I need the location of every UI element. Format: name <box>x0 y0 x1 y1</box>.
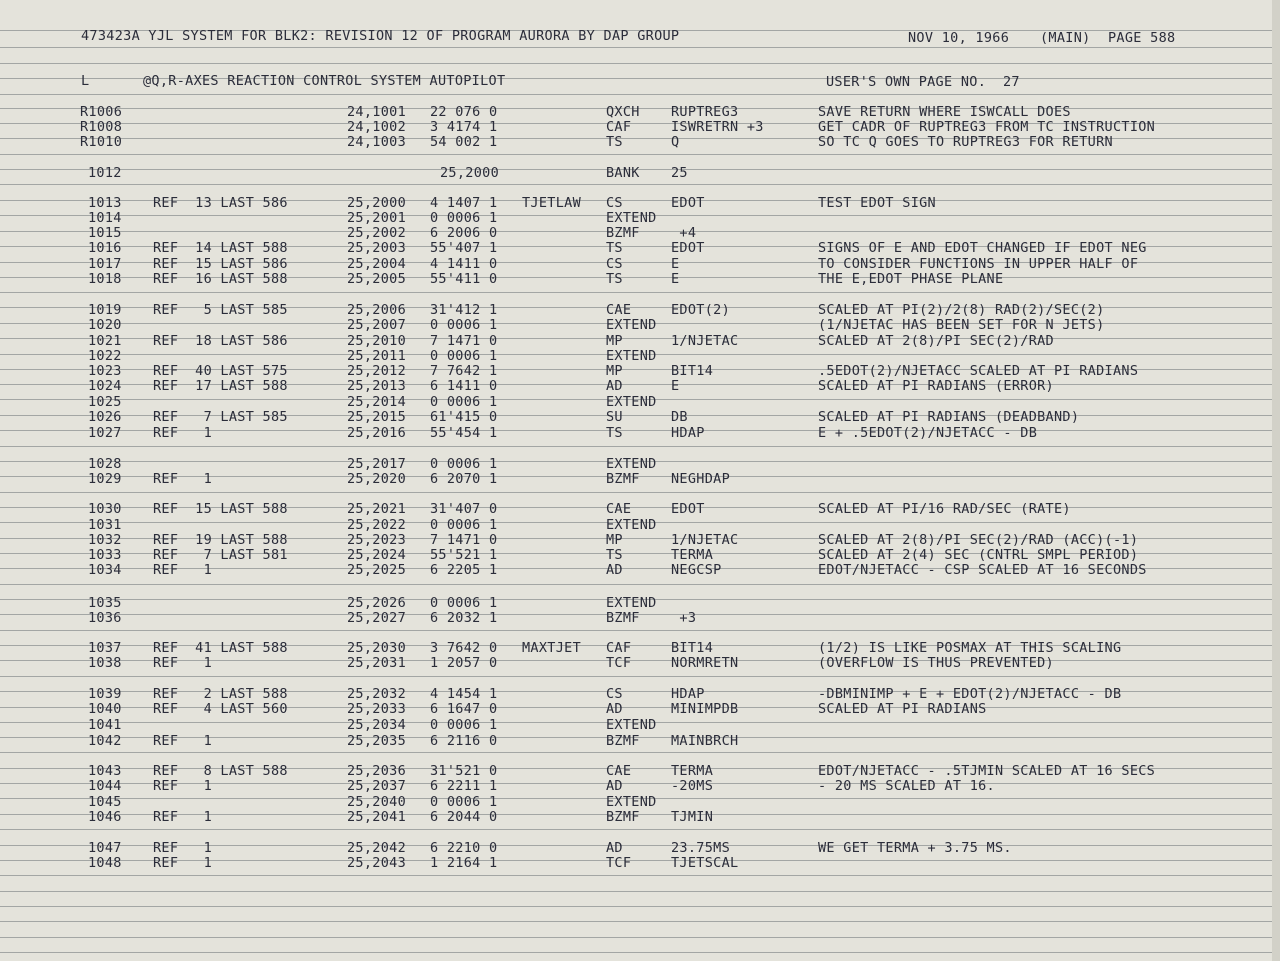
operand: MAINBRCH <box>671 733 739 749</box>
comment: -DBMINIMP + E + EDOT(2)/NJETACC - DB <box>818 686 1122 702</box>
opcode: TCF <box>606 855 632 871</box>
listing-date: NOV 10, 1966 <box>908 30 1010 46</box>
listing-main-tag: (MAIN) <box>1040 30 1091 46</box>
address: 25,2011 <box>347 348 406 364</box>
comment: SCALED AT 2(8)/PI SEC(2)/RAD (ACC)(-1) <box>818 532 1139 548</box>
ruled-line <box>0 906 1280 907</box>
address: 25,2012 <box>347 363 406 379</box>
ruled-line <box>0 584 1280 585</box>
comment: EDOT/NJETACC - CSP SCALED AT 16 SECONDS <box>818 562 1147 578</box>
operand: 1/NJETAC <box>671 532 739 548</box>
opcode: BZMF <box>606 733 640 749</box>
operand: HDAP <box>671 686 705 702</box>
opcode: AD <box>606 840 623 856</box>
line-number: R1008 <box>80 119 123 135</box>
section-title: @Q,R-AXES REACTION CONTROL SYSTEM AUTOPILOT <box>143 73 506 89</box>
octal-code: 31'407 0 <box>430 501 498 517</box>
cross-reference: REF 1 <box>153 562 212 578</box>
octal-code: 6 2070 1 <box>430 471 498 487</box>
line-number: 1024 <box>88 378 122 394</box>
comment: SIGNS OF E AND EDOT CHANGED IF EDOT NEG <box>818 240 1147 256</box>
opcode: EXTEND <box>606 717 657 733</box>
address: 25,2032 <box>347 686 406 702</box>
octal-code: 0 0006 1 <box>430 210 498 226</box>
ruled-line <box>0 47 1280 48</box>
symbol-label: MAXTJET <box>522 640 581 656</box>
line-number: 1030 <box>88 501 122 517</box>
line-number: 1028 <box>88 456 122 472</box>
address: 25,2015 <box>347 409 406 425</box>
octal-code: 0 0006 1 <box>430 456 498 472</box>
line-number: 1033 <box>88 547 122 563</box>
opcode: TS <box>606 240 623 256</box>
octal-code: 4 1454 1 <box>430 686 498 702</box>
ruled-line <box>0 676 1280 677</box>
line-number: 1025 <box>88 394 122 410</box>
opcode: CAF <box>606 640 632 656</box>
octal-code: 1 2057 0 <box>430 655 498 671</box>
line-number: 1018 <box>88 271 122 287</box>
comment: THE E,EDOT PHASE PLANE <box>818 271 1004 287</box>
address: 25,2035 <box>347 733 406 749</box>
comment: GET CADR OF RUPTREG3 FROM TC INSTRUCTION <box>818 119 1156 135</box>
comment: (1/NJETAC HAS BEEN SET FOR N JETS) <box>818 317 1105 333</box>
opcode: BANK <box>606 165 640 181</box>
ruled-line <box>0 292 1280 293</box>
comment: (1/2) IS LIKE POSMAX AT THIS SCALING <box>818 640 1122 656</box>
listing-title: 473423A YJL SYSTEM FOR BLK2: REVISION 12 OF PROGRAM AURORA BY DAP GROUP <box>81 28 680 44</box>
octal-code: 7 7642 1 <box>430 363 498 379</box>
line-number: 1026 <box>88 409 122 425</box>
ruled-line <box>0 94 1280 95</box>
octal-code: 0 0006 1 <box>430 348 498 364</box>
line-number: 1014 <box>88 210 122 226</box>
opcode: EXTEND <box>606 317 657 333</box>
address: 24,1003 <box>347 134 406 150</box>
address: 25,2004 <box>347 256 406 272</box>
cross-reference: REF 1 <box>153 425 212 441</box>
operand: E <box>671 256 680 272</box>
ruled-line <box>0 154 1280 155</box>
octal-code: 3 4174 1 <box>430 119 498 135</box>
opcode: SU <box>606 409 623 425</box>
octal-code: 31'412 1 <box>430 302 498 318</box>
octal-code: 0 0006 1 <box>430 595 498 611</box>
operand: Q <box>671 134 680 150</box>
opcode: TS <box>606 271 623 287</box>
comment: SCALED AT 2(8)/PI SEC(2)/RAD <box>818 333 1054 349</box>
operand: RUPTREG3 <box>671 104 739 120</box>
ruled-line <box>0 446 1280 447</box>
line-number: 1019 <box>88 302 122 318</box>
line-number: 1012 <box>88 165 122 181</box>
address: 25,2017 <box>347 456 406 472</box>
address: 25,2033 <box>347 701 406 717</box>
cross-reference: REF 1 <box>153 655 212 671</box>
operand: EDOT <box>671 195 705 211</box>
opcode: MP <box>606 532 623 548</box>
operand: NEGHDAP <box>671 471 730 487</box>
octal-code: 6 2044 0 <box>430 809 498 825</box>
cross-reference: REF 5 LAST 585 <box>153 302 288 318</box>
address: 25,2003 <box>347 240 406 256</box>
octal-code: 55'521 1 <box>430 547 498 563</box>
opcode: QXCH <box>606 104 640 120</box>
address: 25,2030 <box>347 640 406 656</box>
ruled-line <box>0 875 1280 876</box>
cross-reference: REF 1 <box>153 809 212 825</box>
operand: -20MS <box>671 778 714 794</box>
comment: (OVERFLOW IS THUS PREVENTED) <box>818 655 1054 671</box>
comment: SCALED AT 2(4) SEC (CNTRL SMPL PERIOD) <box>818 547 1139 563</box>
cross-reference: REF 16 LAST 588 <box>153 271 288 287</box>
opcode: BZMF <box>606 225 640 241</box>
opcode: AD <box>606 378 623 394</box>
ruled-line <box>0 752 1280 753</box>
cross-reference: REF 1 <box>153 840 212 856</box>
ruled-line <box>0 891 1280 892</box>
address: 24,1001 <box>347 104 406 120</box>
address: 25,2020 <box>347 471 406 487</box>
octal-code: 7 1471 0 <box>430 532 498 548</box>
address: 25,2016 <box>347 425 406 441</box>
comment: TO CONSIDER FUNCTIONS IN UPPER HALF OF <box>818 256 1139 272</box>
line-number: 1042 <box>88 733 122 749</box>
line-number: 1036 <box>88 610 122 626</box>
octal-code: 1 2164 1 <box>430 855 498 871</box>
opcode: BZMF <box>606 809 640 825</box>
opcode: CAF <box>606 119 632 135</box>
opcode: AD <box>606 778 623 794</box>
ruled-line <box>0 937 1280 938</box>
address: 25,2024 <box>347 547 406 563</box>
cross-reference: REF 1 <box>153 733 212 749</box>
ruled-line <box>0 829 1280 830</box>
line-number: 1044 <box>88 778 122 794</box>
line-number: 1032 <box>88 532 122 548</box>
octal-code: 55'407 1 <box>430 240 498 256</box>
cross-reference: REF 41 LAST 588 <box>153 640 288 656</box>
octal-code: 6 2006 0 <box>430 225 498 241</box>
opcode: BZMF <box>606 610 640 626</box>
ruled-line <box>0 921 1280 922</box>
opcode: CS <box>606 195 623 211</box>
cross-reference: REF 17 LAST 588 <box>153 378 288 394</box>
address: 25,2036 <box>347 763 406 779</box>
page-edge <box>1272 0 1280 961</box>
opcode: CS <box>606 686 623 702</box>
opcode: TCF <box>606 655 632 671</box>
address: 25,2026 <box>347 595 406 611</box>
cross-reference: REF 19 LAST 588 <box>153 532 288 548</box>
comment: SAVE RETURN WHERE ISWCALL DOES <box>818 104 1071 120</box>
address: 25,2043 <box>347 855 406 871</box>
opcode: BZMF <box>606 471 640 487</box>
operand: MINIMPDB <box>671 701 739 717</box>
comment: E + .5EDOT(2)/NJETACC - DB <box>818 425 1038 441</box>
line-number: 1043 <box>88 763 122 779</box>
line-number: 1034 <box>88 562 122 578</box>
line-number: 1048 <box>88 855 122 871</box>
octal-code: 31'521 0 <box>430 763 498 779</box>
line-number: 1027 <box>88 425 122 441</box>
line-number: 1037 <box>88 640 122 656</box>
address: 25,2040 <box>347 794 406 810</box>
octal-code: 0 0006 1 <box>430 517 498 533</box>
operand: EDOT(2) <box>671 302 730 318</box>
operand: TJMIN <box>671 809 714 825</box>
comment: SCALED AT PI RADIANS <box>818 701 987 717</box>
octal-code: 61'415 0 <box>430 409 498 425</box>
address: 25,2021 <box>347 501 406 517</box>
address: 25,2042 <box>347 840 406 856</box>
opcode: CAE <box>606 302 632 318</box>
ruled-line <box>0 184 1280 185</box>
address: 25,2031 <box>347 655 406 671</box>
symbol-label: TJETLAW <box>522 195 581 211</box>
octal-code: 6 1647 0 <box>430 701 498 717</box>
operand: E <box>671 271 680 287</box>
opcode: AD <box>606 562 623 578</box>
comment: .5EDOT(2)/NJETACC SCALED AT PI RADIANS <box>818 363 1139 379</box>
opcode: EXTEND <box>606 210 657 226</box>
operand: ISWRETRN +3 <box>671 119 764 135</box>
line-number: 1013 <box>88 195 122 211</box>
octal-code: 6 2116 0 <box>430 733 498 749</box>
cross-reference: REF 18 LAST 586 <box>153 333 288 349</box>
line-number: 1022 <box>88 348 122 364</box>
octal-code: 6 2032 1 <box>430 610 498 626</box>
operand: DB <box>671 409 688 425</box>
octal-code: 55'454 1 <box>430 425 498 441</box>
ruled-line <box>0 630 1280 631</box>
cross-reference: REF 8 LAST 588 <box>153 763 288 779</box>
operand: E <box>671 378 680 394</box>
address: 25,2006 <box>347 302 406 318</box>
opcode: AD <box>606 701 623 717</box>
comment: SCALED AT PI RADIANS (ERROR) <box>818 378 1054 394</box>
line-number: 1035 <box>88 595 122 611</box>
address: 25,2010 <box>347 333 406 349</box>
opcode: CAE <box>606 501 632 517</box>
operand: NEGCSP <box>671 562 722 578</box>
ruled-line <box>0 952 1280 953</box>
address: 25,2013 <box>347 378 406 394</box>
ruled-line <box>0 614 1280 615</box>
opcode: MP <box>606 333 623 349</box>
operand: TERMA <box>671 763 714 779</box>
operand: TJETSCAL <box>671 855 739 871</box>
cross-reference: REF 2 LAST 588 <box>153 686 288 702</box>
operand: +4 <box>671 225 697 241</box>
opcode: TS <box>606 425 623 441</box>
octal-code: 6 1411 0 <box>430 378 498 394</box>
line-number: 1017 <box>88 256 122 272</box>
ruled-line <box>0 231 1280 232</box>
operand: 25 <box>671 165 688 181</box>
opcode: EXTEND <box>606 394 657 410</box>
cross-reference: REF 7 LAST 581 <box>153 547 288 563</box>
address: 25,2005 <box>347 271 406 287</box>
line-number: 1046 <box>88 809 122 825</box>
ruled-line <box>0 108 1280 109</box>
octal-code: 54 002 1 <box>430 134 498 150</box>
address: 25,2001 <box>347 210 406 226</box>
cross-reference: REF 1 <box>153 855 212 871</box>
comment: SCALED AT PI/16 RAD/SEC (RATE) <box>818 501 1071 517</box>
line-number: 1041 <box>88 717 122 733</box>
cross-reference: REF 1 <box>153 778 212 794</box>
address: 25,2022 <box>347 517 406 533</box>
address: 25,2007 <box>347 317 406 333</box>
octal-code: 0 0006 1 <box>430 794 498 810</box>
octal-code: 6 2211 1 <box>430 778 498 794</box>
address: 25,2027 <box>347 610 406 626</box>
line-number: 1029 <box>88 471 122 487</box>
cross-reference: REF 7 LAST 585 <box>153 409 288 425</box>
opcode: EXTEND <box>606 456 657 472</box>
operand: BIT14 <box>671 640 714 656</box>
octal-code: 4 1407 1 <box>430 195 498 211</box>
ruled-line <box>0 169 1280 170</box>
page-number: PAGE 588 <box>1108 30 1176 46</box>
comment: EDOT/NJETACC - .5TJMIN SCALED AT 16 SECS <box>818 763 1156 779</box>
octal-code: 6 2205 1 <box>430 562 498 578</box>
line-number: 1016 <box>88 240 122 256</box>
opcode: EXTEND <box>606 794 657 810</box>
comment: SCALED AT PI RADIANS (DEADBAND) <box>818 409 1080 425</box>
cross-reference: REF 13 LAST 586 <box>153 195 288 211</box>
operand: BIT14 <box>671 363 714 379</box>
operand: HDAP <box>671 425 705 441</box>
operand: 23.75MS <box>671 840 730 856</box>
line-number: 1038 <box>88 655 122 671</box>
line-number: R1010 <box>80 134 123 150</box>
octal-code: 55'411 0 <box>430 271 498 287</box>
address: 25,2037 <box>347 778 406 794</box>
cross-reference: REF 15 LAST 586 <box>153 256 288 272</box>
operand: +3 <box>671 610 697 626</box>
section-marker: L <box>81 73 90 89</box>
address: 25,2034 <box>347 717 406 733</box>
octal-code: 25,2000 <box>440 165 499 181</box>
line-number: 1021 <box>88 333 122 349</box>
address: 25,2023 <box>347 532 406 548</box>
comment: SCALED AT PI(2)/2(8) RAD(2)/SEC(2) <box>818 302 1105 318</box>
comment: WE GET TERMA + 3.75 MS. <box>818 840 1012 856</box>
operand: NORMRETN <box>671 655 739 671</box>
comment: TEST EDOT SIGN <box>818 195 936 211</box>
ruled-line <box>0 492 1280 493</box>
operand: 1/NJETAC <box>671 333 739 349</box>
address: 25,2041 <box>347 809 406 825</box>
line-number: 1045 <box>88 794 122 810</box>
address: 24,1002 <box>347 119 406 135</box>
cross-reference: REF 15 LAST 588 <box>153 501 288 517</box>
octal-code: 22 076 0 <box>430 104 498 120</box>
opcode: EXTEND <box>606 595 657 611</box>
ruled-line <box>0 63 1280 64</box>
octal-code: 0 0006 1 <box>430 717 498 733</box>
line-number: 1039 <box>88 686 122 702</box>
line-number: 1020 <box>88 317 122 333</box>
cross-reference: REF 1 <box>153 471 212 487</box>
octal-code: 0 0006 1 <box>430 317 498 333</box>
line-number: R1006 <box>80 104 123 120</box>
users-page-number: USER'S OWN PAGE NO. 27 <box>826 74 1020 90</box>
operand: EDOT <box>671 240 705 256</box>
address: 25,2000 <box>347 195 406 211</box>
octal-code: 6 2210 0 <box>430 840 498 856</box>
line-number: 1040 <box>88 701 122 717</box>
cross-reference: REF 14 LAST 588 <box>153 240 288 256</box>
octal-code: 4 1411 0 <box>430 256 498 272</box>
line-number: 1015 <box>88 225 122 241</box>
opcode: EXTEND <box>606 517 657 533</box>
line-number: 1031 <box>88 517 122 533</box>
address: 25,2025 <box>347 562 406 578</box>
opcode: MP <box>606 363 623 379</box>
comment: SO TC Q GOES TO RUPTREG3 FOR RETURN <box>818 134 1113 150</box>
opcode: CAE <box>606 763 632 779</box>
octal-code: 7 1471 0 <box>430 333 498 349</box>
opcode: TS <box>606 134 623 150</box>
cross-reference: REF 4 LAST 560 <box>153 701 288 717</box>
cross-reference: REF 40 LAST 575 <box>153 363 288 379</box>
address: 25,2002 <box>347 225 406 241</box>
line-number: 1047 <box>88 840 122 856</box>
address: 25,2014 <box>347 394 406 410</box>
octal-code: 0 0006 1 <box>430 394 498 410</box>
operand: EDOT <box>671 501 705 517</box>
opcode: TS <box>606 547 623 563</box>
comment: - 20 MS SCALED AT 16. <box>818 778 995 794</box>
opcode: CS <box>606 256 623 272</box>
octal-code: 3 7642 0 <box>430 640 498 656</box>
line-number: 1023 <box>88 363 122 379</box>
operand: TERMA <box>671 547 714 563</box>
opcode: EXTEND <box>606 348 657 364</box>
